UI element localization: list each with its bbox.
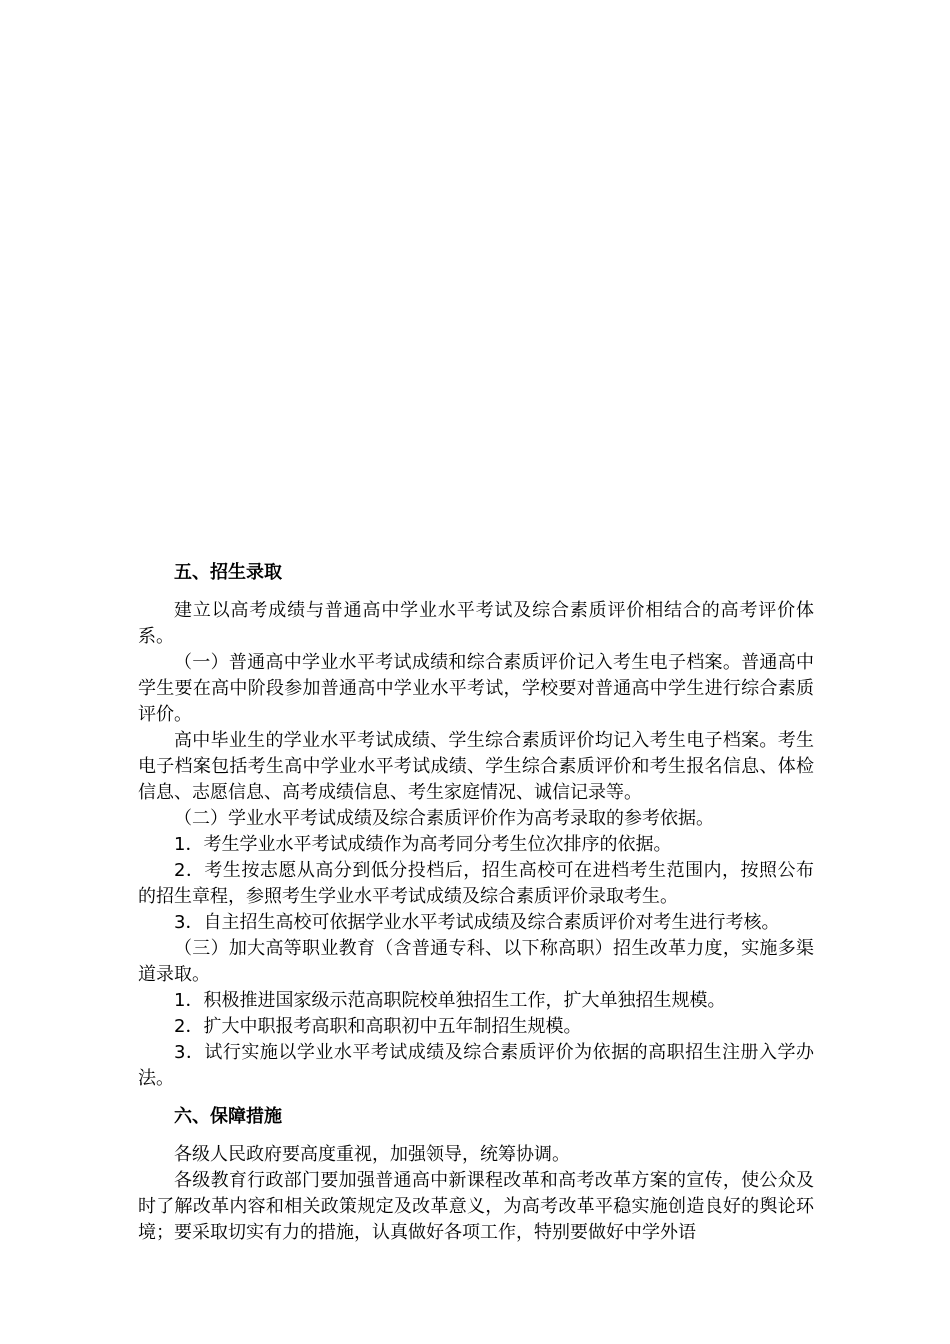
document-body — [138, 560, 814, 1246]
paragraph: 各级人民政府要高度重视，加强领导，统筹协调。 — [174, 1144, 570, 1165]
section-heading-admission: 五、招生录取 — [174, 562, 282, 583]
paragraph: 建立以高考成绩与普通高中学业水平考试及综合素质评价相结合的高考评价体系。 — [138, 600, 814, 647]
section-heading-safeguards: 六、保障措施 — [174, 1106, 282, 1127]
paragraph: 1．积极推进国家级示范高职院校单独招生工作，扩大单独招生规模。 — [174, 990, 726, 1011]
paragraph: （一）普通高中学业水平考试成绩和综合素质评价记入考生电子档案。普通高中学生要在高中阶段参加普通高中学业水平考试，学校要对普通高中学生进行综合素质评价。 — [138, 652, 814, 725]
paragraph: 各级教育行政部门要加强普通高中新课程改革和高考改革方案的宣传，使公众及时了解改革内容和相关政策规定及改革意义，为高考改革平稳实施创造良好的舆论环境；要采取切实有力的措施，认真做好各项工作，特别要做好中学外语 — [138, 1170, 814, 1243]
paragraph: （三）加大高等职业教育（含普通专科、以下称高职）招生改革力度，实施多渠道录取。 — [138, 938, 814, 985]
paragraph: 3．自主招生高校可依据学业水平考试成绩及综合素质评价对考生进行考核。 — [174, 912, 780, 933]
paragraph: 1．考生学业水平考试成绩作为高考同分考生位次排序的依据。 — [174, 834, 672, 855]
paragraph: （二）学业水平考试成绩及综合素质评价作为高考录取的参考依据。 — [174, 808, 714, 829]
paragraph: 2．扩大中职报考高职和高职初中五年制招生规模。 — [174, 1016, 582, 1037]
paragraph: 高中毕业生的学业水平考试成绩、学生综合素质评价均记入考生电子档案。考生电子档案包括考生高中学业水平考试成绩、学生综合素质评价和考生报名信息、体检信息、志愿信息、高考成绩信息、考生家庭情况、诚信记录等。 — [138, 730, 814, 803]
paragraph: 3．试行实施以学业水平考试成绩及综合素质评价为依据的高职招生注册入学办法。 — [138, 1042, 814, 1089]
paragraph: 2．考生按志愿从高分到低分投档后，招生高校可在进档考生范围内，按照公布的招生章程，参照考生学业水平考试成绩及综合素质评价录取考生。 — [138, 860, 814, 907]
